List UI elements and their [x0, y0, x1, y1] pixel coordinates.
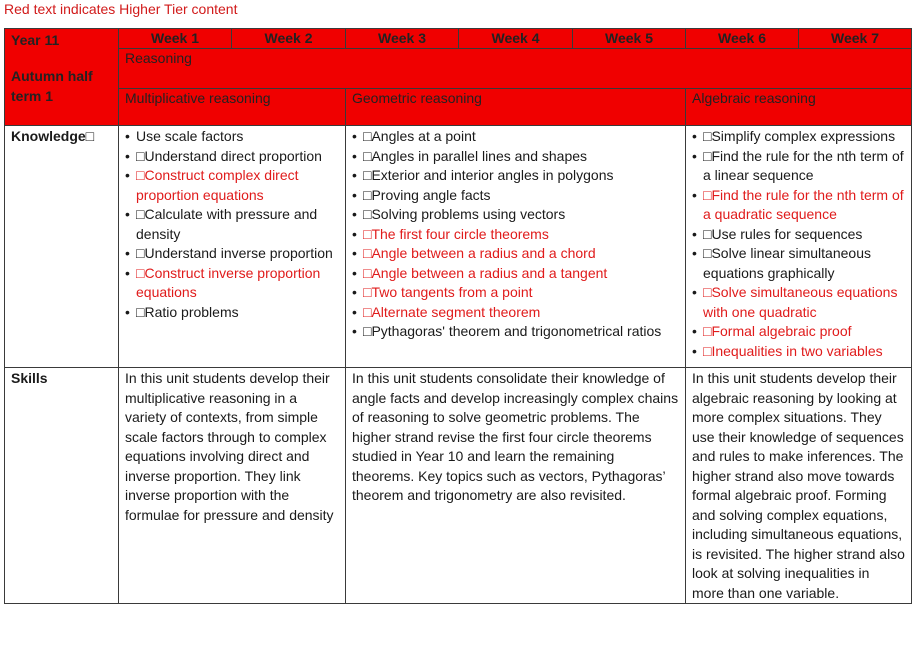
week-1-header: Week 1 — [119, 29, 232, 49]
knowledge-item: • □Construct inverse proportion equations — [125, 264, 339, 303]
week-6-header: Week 6 — [686, 29, 799, 49]
knowledge-item: • □Solving problems using vectors — [352, 205, 679, 225]
knowledge-item: • □Angles at a point — [352, 127, 679, 147]
knowledge-item: • □Solve linear simultaneous equations graphically — [692, 244, 905, 283]
week-4-header: Week 4 — [459, 29, 573, 49]
knowledge-item: • □Exterior and interior angles in polygons — [352, 166, 679, 186]
theme-label: Reasoning — [125, 50, 192, 66]
knowledge-item: • □Understand inverse proportion — [125, 244, 339, 264]
knowledge-label: Knowledge□ — [5, 126, 119, 368]
knowledge-item: • □Understand direct proportion — [125, 147, 339, 167]
theme-cell — [119, 49, 912, 89]
knowledge-list-multiplicative — [125, 127, 339, 322]
knowledge-item: • □Alternate segment theorem — [352, 303, 679, 323]
knowledge-item: • □Two tangents from a point — [352, 283, 679, 303]
skills-row — [5, 368, 912, 604]
knowledge-item: • □Simplify complex expressions — [692, 127, 905, 147]
knowledge-item: • □Ratio problems — [125, 303, 339, 323]
knowledge-list-geometric — [352, 127, 679, 342]
week-7-header: Week 7 — [799, 29, 912, 49]
knowledge-item: • □Construct complex direct proportion equations — [125, 166, 339, 205]
strand-geometric: Geometric reasoning — [346, 89, 686, 126]
skills-multiplicative: In this unit students develop their multiplicative reasoning in a variety of contexts, from simple scale factors through to complex equations involving direct and inverse proportion. They link inverse proportion with the formulae for pressure and density — [119, 368, 346, 604]
skills-label: Skills — [5, 368, 119, 604]
knowledge-item: • □Find the rule for the nth term of a quadratic sequence — [692, 186, 905, 225]
higher-tier-note: Red text indicates Higher Tier content — [4, 1, 238, 17]
knowledge-geometric — [346, 126, 686, 368]
knowledge-item: • Use scale factors — [125, 127, 339, 147]
knowledge-item: • □Angle between a radius and a tangent — [352, 264, 679, 284]
knowledge-item: • □Formal algebraic proof — [692, 322, 905, 342]
knowledge-item: • □Pythagoras' theorem and trigonometrical ratios — [352, 322, 679, 342]
knowledge-item: • □Proving angle facts — [352, 186, 679, 206]
knowledge-row — [5, 126, 912, 368]
knowledge-item: • □Solve simultaneous equations with one quadratic — [692, 283, 905, 322]
strand-algebraic: Algebraic reasoning — [686, 89, 912, 126]
knowledge-item: • □Angles in parallel lines and shapes — [352, 147, 679, 167]
term-label: Autumn half term 1 — [11, 68, 93, 104]
knowledge-item: • □Inequalities in two variables — [692, 342, 905, 362]
strand-row — [5, 89, 912, 126]
knowledge-item: • □Find the rule for the nth term of a linear sequence — [692, 147, 905, 186]
week-5-header: Week 5 — [573, 29, 686, 49]
knowledge-item: • □Calculate with pressure and density — [125, 205, 339, 244]
week-header-row — [5, 29, 912, 49]
skills-geometric: In this unit students consolidate their knowledge of angle facts and develop increasingly complex chains of reasoning to solve geometric problems. The higher strand revise the first four circle theorems studied in Year 10 and learn the remaining theorems. Key topics such as vectors, Pythagoras’ theorem and trigonometry are also revisited. — [346, 368, 686, 604]
year-term-cell — [5, 29, 119, 126]
knowledge-list-algebraic — [692, 127, 905, 361]
knowledge-item: • □The first four circle theorems — [352, 225, 679, 245]
skills-algebraic: In this unit students develop their algebraic reasoning by looking at more complex situations. They use their knowledge of sequences and rules to make inferences. The higher strand also move towards formal algebraic proof. Forming and solving complex equations, including simultaneous equations, is revisited. The higher strand also look at solving inequalities in more than one variable. — [686, 368, 912, 604]
week-3-header: Week 3 — [346, 29, 459, 49]
theme-row — [5, 49, 912, 89]
strand-multiplicative: Multiplicative reasoning — [119, 89, 346, 126]
scheme-of-work-table — [4, 28, 912, 604]
knowledge-item: • □Use rules for sequences — [692, 225, 905, 245]
week-2-header: Week 2 — [232, 29, 346, 49]
year-label: Year 11 — [11, 32, 60, 48]
knowledge-algebraic — [686, 126, 912, 368]
knowledge-item: • □Angle between a radius and a chord — [352, 244, 679, 264]
knowledge-multiplicative — [119, 126, 346, 368]
